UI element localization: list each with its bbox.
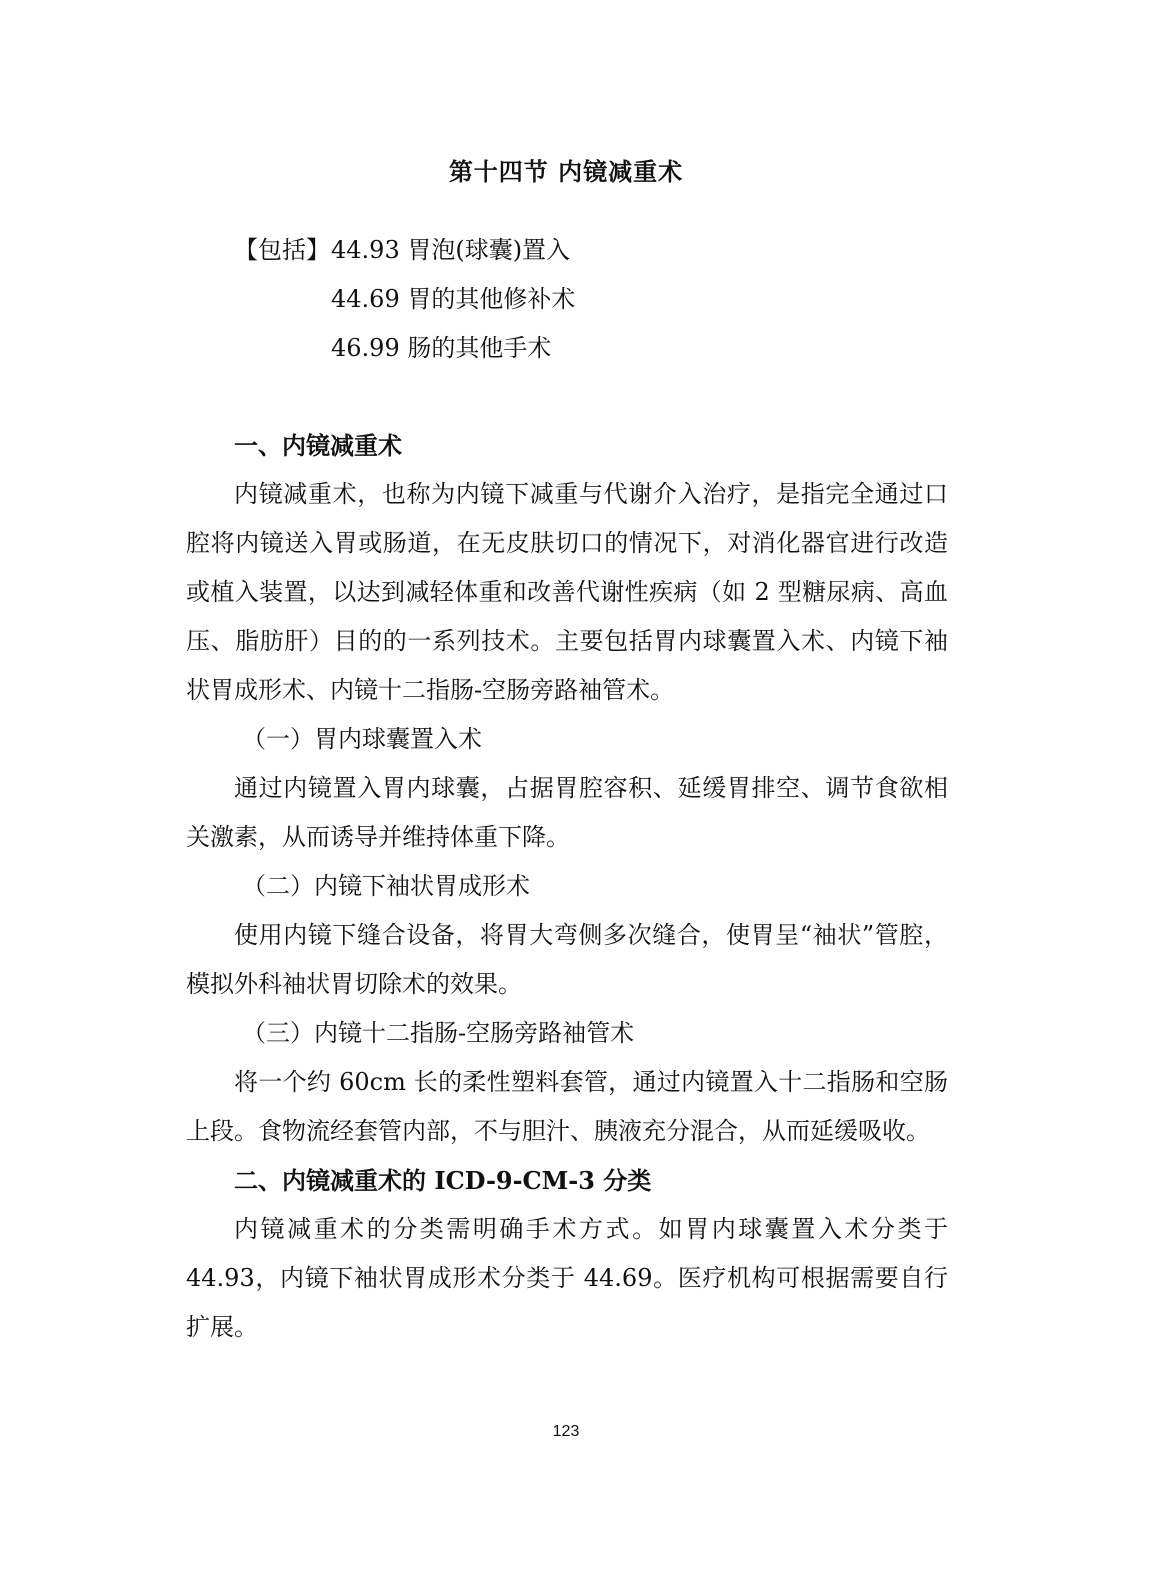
include-label: 【包括】: [234, 236, 330, 264]
paragraph: 使用内镜下缝合设备，将胃大弯侧多次缝合，使胃呈“袖状”管腔，模拟外科袖状胃切除术的效果。: [186, 921, 948, 998]
include-row: [234, 275, 575, 324]
subsection-heading: （一）胃内球囊置入术: [242, 725, 482, 753]
paragraph: 内镜减重术，也称为内镜下减重与代谢介入治疗，是指完全通过口腔将内镜送入胃或肠道，在无皮肤切口的情况下，对消化器官进行改造或植入装置，以达到减轻体重和改善代谢性疾病（如 2 型糖尿病、高血压、脂肪肝）目的的一系列技术。主要包括胃内球囊置入术、内镜下袖状胃成形术、内镜十二指肠-空肠旁路袖管术。: [186, 480, 948, 704]
include-row: [234, 226, 575, 275]
paragraph: 将一个约 60cm 长的柔性塑料套管，通过内镜置入十二指肠和空肠上段。食物流经套管内部，不与胆汁、胰液充分混合，从而延缓吸收。: [186, 1068, 948, 1145]
subsection-heading: （三）内镜十二指肠-空肠旁路袖管术: [242, 1019, 635, 1047]
include-block: [234, 226, 575, 373]
page-number: 123: [552, 1423, 580, 1440]
subsection-heading: （二）内镜下袖状胃成形术: [242, 872, 530, 900]
include-item: 46.99 肠的其他手术: [331, 334, 552, 362]
page-title: 第十四节 内镜减重术: [448, 157, 684, 186]
section-heading: 一、内镜减重术: [234, 431, 402, 460]
include-item: 44.69 胃的其他修补术: [331, 285, 576, 313]
document-body: [186, 421, 948, 1352]
paragraph: 内镜减重术的分类需明确手术方式。如胃内球囊置入术分类于 44.93，内镜下袖状胃成形术分类于 44.69。医疗机构可根据需要自行扩展。: [186, 1215, 948, 1341]
section-heading: 二、内镜减重术的 ICD-9-CM-3 分类: [234, 1166, 652, 1195]
paragraph: 通过内镜置入胃内球囊，占据胃腔容积、延缓胃排空、调节食欲相关激素，从而诱导并维持体重下降。: [186, 774, 948, 851]
include-item: 44.93 胃泡(球囊)置入: [331, 236, 571, 264]
include-row: [234, 324, 575, 373]
